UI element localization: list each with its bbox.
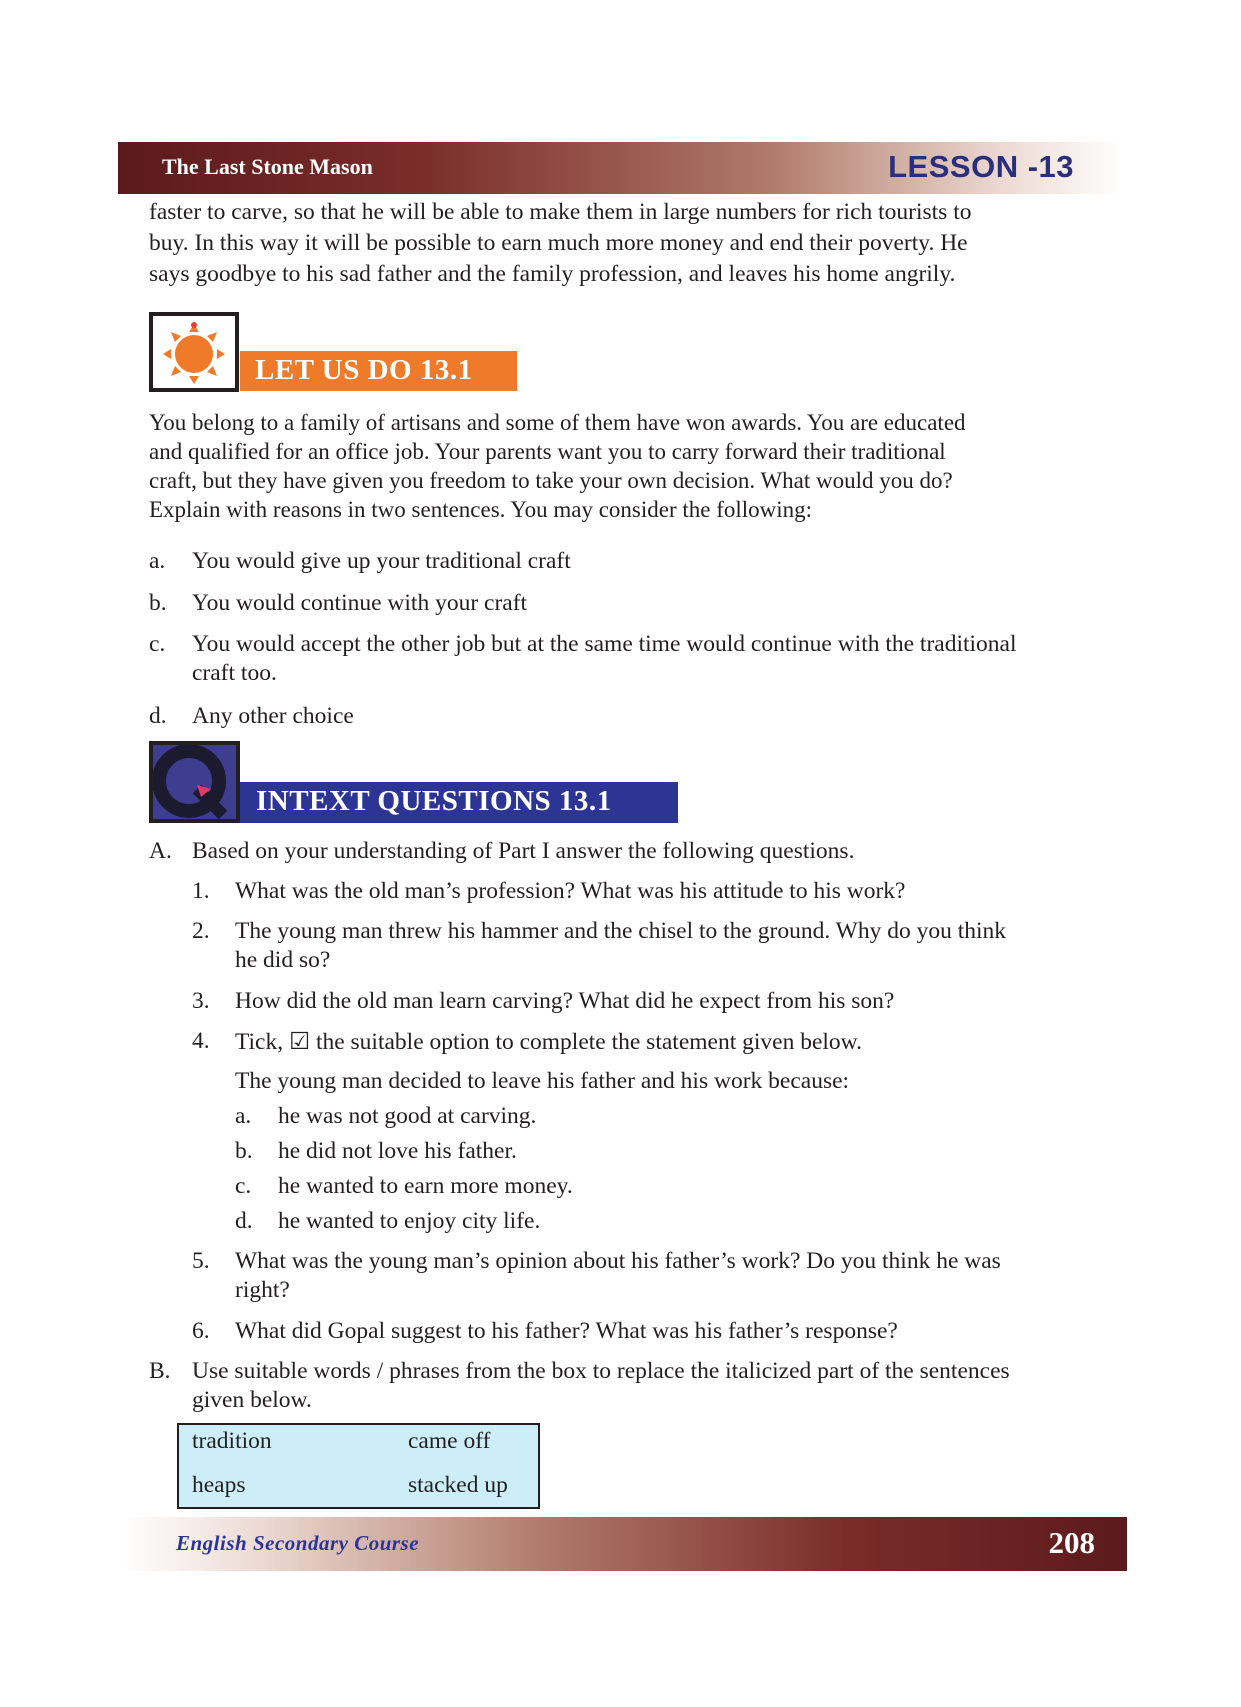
option-text: You would give up your traditional craft — [192, 548, 571, 574]
part-label: B. — [149, 1358, 171, 1384]
intro-line: faster to carve, so that he will be able to make them in large numbers for rich tourists to — [149, 199, 972, 225]
option-label: c. — [149, 631, 166, 657]
word-option: heaps — [192, 1472, 246, 1498]
word-option: came off — [408, 1428, 491, 1454]
choice-text: he wanted to earn more money. — [278, 1173, 573, 1199]
question-text: right? — [235, 1277, 290, 1303]
question-text: The young man threw his hammer and the chisel to the ground. Why do you think — [235, 918, 1007, 944]
option-text: You would continue with your craft — [192, 590, 528, 616]
intro-line: buy. In this way it will be possible to earn much more money and end their poverty. He — [149, 230, 968, 256]
intro-paragraph — [149, 197, 1101, 290]
question-text: What was the old man’s profession? What was his attitude to his work? — [235, 878, 906, 904]
choice-text: he wanted to enjoy city life. — [278, 1208, 541, 1234]
option-label: b. — [149, 590, 167, 616]
part-text: given below. — [192, 1387, 312, 1413]
question-text: What was the young man’s opinion about his father’s work? Do you think he was — [235, 1248, 1001, 1274]
part-text: Based on your understanding of Part I answer the following questions. — [192, 838, 855, 864]
question-number: 3. — [192, 988, 210, 1014]
question-text: What did Gopal suggest to his father? What was his father’s response? — [235, 1318, 898, 1344]
part-label: A. — [149, 838, 172, 864]
choice-label: d. — [235, 1208, 253, 1234]
lesson-number: LESSON -13 — [888, 149, 1074, 184]
activity-paragraph — [149, 408, 1101, 524]
option-label: a. — [149, 548, 166, 574]
option-text: You would accept the other job but at the same time would continue with the traditional — [192, 631, 1017, 657]
part-text: Use suitable words / phrases from the box to replace the italicized part of the sentences — [192, 1358, 1010, 1384]
word-option: tradition — [192, 1428, 272, 1454]
checkbox-icon: ☑ — [289, 1027, 311, 1055]
activity-banner: LET US DO 13.1 — [240, 351, 517, 391]
intext-questions-banner: INTEXT QUESTIONS 13.1 — [240, 782, 678, 823]
choice-label: c. — [235, 1173, 252, 1199]
option-text: Any other choice — [192, 703, 354, 729]
page-footer — [122, 1517, 1127, 1571]
page-number: 208 — [1048, 1525, 1095, 1560]
option-text: craft too. — [192, 660, 277, 686]
activity-line: Explain with reasons in two sentences. You may consider the following: — [149, 497, 813, 522]
question-q-icon — [149, 741, 240, 823]
intro-line: says goodbye to his sad father and the family profession, and leaves his home angrily. — [149, 261, 956, 287]
choice-label: b. — [235, 1138, 253, 1164]
word-box — [177, 1423, 540, 1509]
option-label: d. — [149, 703, 167, 729]
course-name: English Secondary Course — [176, 1531, 420, 1555]
choice-text: he did not love his father. — [278, 1138, 517, 1164]
statement: The young man decided to leave his father and his work because: — [235, 1068, 850, 1094]
question-text: he did so? — [235, 947, 331, 973]
question-number: 1. — [192, 878, 210, 904]
choice-text: he was not good at carving. — [278, 1103, 537, 1129]
activity-line: craft, but they have given you freedom to take your own decision. What would you do? — [149, 468, 953, 493]
question-number: 6. — [192, 1318, 210, 1344]
question-text-before: Tick, — [235, 1029, 289, 1055]
question-text — [235, 1027, 862, 1057]
question-number: 2. — [192, 918, 210, 944]
question-number: 5. — [192, 1248, 210, 1274]
question-text-after: the suitable option to complete the statement given below. — [310, 1029, 862, 1055]
sun-icon — [149, 312, 239, 392]
activity-line: You belong to a family of artisans and some of them have won awards. You are educated — [149, 410, 966, 435]
chapter-title: The Last Stone Mason — [162, 154, 373, 179]
page-header — [118, 142, 1122, 194]
question-number: 4. — [192, 1028, 210, 1054]
word-option: stacked up — [408, 1472, 508, 1498]
activity-line: and qualified for an office job. Your parents want you to carry forward their traditional — [149, 439, 946, 464]
question-text: How did the old man learn carving? What did he expect from his son? — [235, 988, 895, 1014]
choice-label: a. — [235, 1103, 252, 1129]
